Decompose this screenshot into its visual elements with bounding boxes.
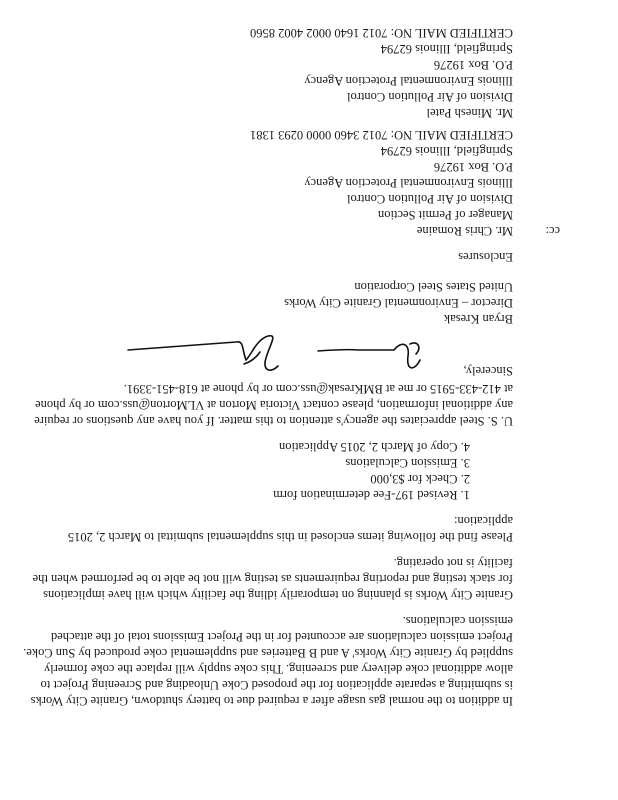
cc-recipient2-line: Mr. Minesh Patel: [426, 106, 513, 120]
enclosures-label: Enclosures: [458, 250, 513, 264]
enclosed-item: 1. Revised 197-Fee determination form: [273, 488, 470, 502]
paragraph1-line: allow additional coke delivery and screening. This coke supply will replace the coke formerly: [43, 662, 513, 676]
handwritten-signature: [108, 328, 428, 380]
enclosed-item: 4. Copy of March 2, 2015 Application: [279, 440, 470, 454]
paragraph1-line: Project emission calculations are accounted for in the Project Emissions total of the attached: [50, 630, 513, 644]
cc-recipient1-certified-mail: CERTIFIED MAIL NO: 7012 3460 0000 0293 1381: [249, 128, 513, 142]
cc-recipient1-line: Illinois Environmental Protection Agency: [304, 176, 513, 190]
signer-name: Bryan Kresak: [443, 312, 513, 326]
paragraph1-line: emission calculations.: [402, 614, 513, 628]
cc-recipient2-line: Illinois Environmental Protection Agency: [304, 74, 513, 88]
paragraph4-line: at 412-433-5915 or me at BMKresak@uss.com or by phone at 618-451-3391.: [123, 382, 513, 396]
paragraph3-line: Please find the following items enclosed in this supplemental submittal to March 2, 2015: [67, 530, 513, 544]
cc-recipient2-line: Division of Air Pollution Control: [347, 90, 513, 104]
cc-recipient2-line: P.O. Box 19276: [433, 58, 513, 72]
signer-title: Director – Environmental Granite City Works: [284, 296, 513, 310]
paragraph2-line: facility is not operating.: [393, 556, 513, 570]
paragraph2-line: Granite City Works is planning on temporarily idling the facility which will have implications: [43, 588, 513, 602]
paragraph4-line: U. S. Steel appreciates the agency's attention to this matter. If you have any questions or require: [34, 414, 513, 428]
paragraph1-line: is submitting a separate application for the proposed Coke Unloading and Screening Project to: [40, 678, 513, 692]
cc-recipient1-line: Division of Air Pollution Control: [347, 192, 513, 206]
paragraph3-line: application:: [453, 514, 513, 528]
signer-company: United States Steel Corporation: [354, 280, 513, 294]
cc-recipient1-line: Springfield, Illinois 62794: [380, 144, 513, 158]
cc-recipient1-line: Mr. Chris Romaine: [416, 224, 513, 238]
paragraph2-line: for stack testing and reporting requirements as testing will not be able to be performed when the: [32, 572, 513, 586]
enclosed-item: 3. Emission Calculations: [345, 456, 470, 470]
cc-recipient1-line: P.O. Box 19276: [433, 160, 513, 174]
closing: Sincerely,: [463, 364, 513, 378]
paragraph1-line: supplied by Granite City Works' A and B Batteries and supplemental coke produced by Sun Coke.: [23, 646, 513, 660]
cc-recipient2-certified-mail: CERTIFIED MAIL NO: 7012 1640 0002 4002 8560: [249, 26, 513, 40]
cc-recipient2-line: Springfield, Illinois 62794: [380, 42, 513, 56]
paragraph1-line: In addition to the normal gas usage after a required due to battery shutdown, Granite City Works: [30, 694, 513, 708]
paragraph4-line: any additional information, please contact Victoria Morton at VLMorton@uss.com or by phone: [35, 398, 513, 412]
cc-recipient1-line: Manager of Permit Section: [377, 208, 513, 222]
enclosed-item: 2. Check for $3,000: [370, 472, 470, 486]
cc-label: cc:: [545, 224, 560, 238]
